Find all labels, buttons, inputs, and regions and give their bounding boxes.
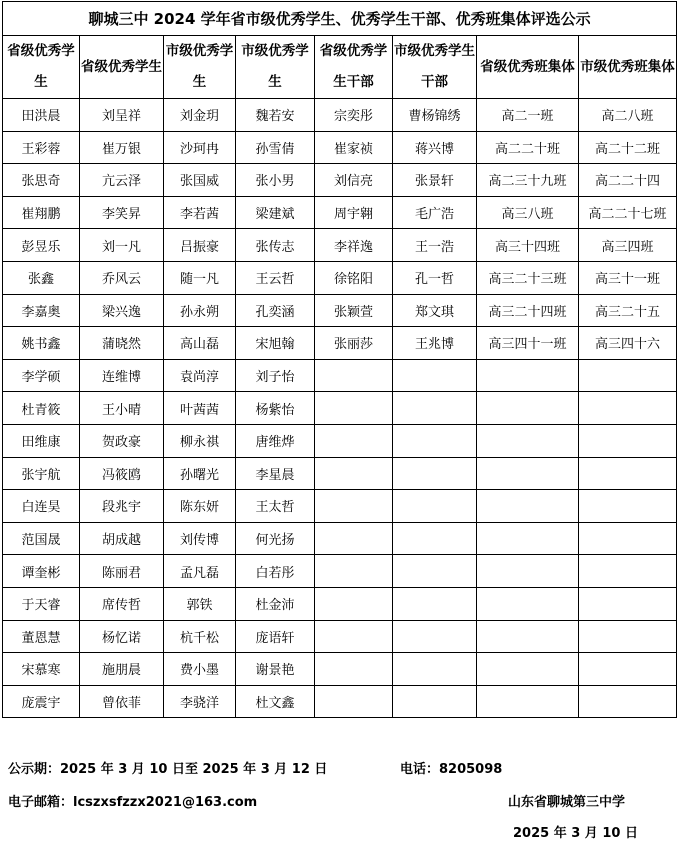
table-cell <box>393 555 477 588</box>
table-row <box>3 392 677 425</box>
table-cell: 冯筱鸥 <box>80 457 164 490</box>
table-cell: 白若彤 <box>236 555 315 588</box>
table-cell: 李骁洋 <box>164 685 236 718</box>
table-cell <box>315 392 393 425</box>
table-cell: 张丽莎 <box>315 327 393 360</box>
table-cell: 刘子怡 <box>236 359 315 392</box>
column-header: 市级优秀学生干部 <box>393 36 477 99</box>
column-header: 省级优秀学生 <box>80 36 164 99</box>
table-cell: 彭昱乐 <box>3 229 80 262</box>
table-cell: 段兆宇 <box>80 490 164 523</box>
table-cell: 陈丽君 <box>80 555 164 588</box>
table-cell <box>315 359 393 392</box>
table-cell: 高三二十四班 <box>477 294 579 327</box>
table-cell: 毛广浩 <box>393 196 477 229</box>
table-row <box>3 294 677 327</box>
table-cell: 宗奕彤 <box>315 99 393 132</box>
column-header: 省级优秀学生干部 <box>315 36 393 99</box>
school-name: 山东省聊城第三中学 <box>508 795 626 810</box>
table-cell: 魏若安 <box>236 99 315 132</box>
table-cell <box>477 359 579 392</box>
table-cell <box>315 522 393 555</box>
table-cell: 唐维烨 <box>236 424 315 457</box>
table-cell: 王一浩 <box>393 229 477 262</box>
table-cell <box>315 555 393 588</box>
table-cell: 高二二十班 <box>477 131 579 164</box>
table-cell: 高三十四班 <box>477 229 579 262</box>
table-cell: 孙雪倩 <box>236 131 315 164</box>
table-cell <box>579 457 677 490</box>
table-cell: 高三八班 <box>477 196 579 229</box>
table-cell: 张景轩 <box>393 164 477 197</box>
table-cell <box>477 424 579 457</box>
table-cell <box>477 457 579 490</box>
table-cell: 胡成越 <box>80 522 164 555</box>
table-row <box>3 457 677 490</box>
table-row <box>3 99 677 132</box>
table-cell: 王云哲 <box>236 261 315 294</box>
table-cell: 郭铁 <box>164 587 236 620</box>
table-cell <box>579 359 677 392</box>
announcement-period: 公示期：2025 年 3 月 10 日至 2025 年 3 月 12 日 <box>8 762 328 777</box>
table-cell: 张颖萱 <box>315 294 393 327</box>
table-cell: 蒲晓然 <box>80 327 164 360</box>
table-cell <box>315 653 393 686</box>
table-cell: 贺政豪 <box>80 424 164 457</box>
column-header: 省级优秀班集体 <box>477 36 579 99</box>
table-cell: 张传志 <box>236 229 315 262</box>
table-cell: 崔万银 <box>80 131 164 164</box>
table-cell: 孙曙光 <box>164 457 236 490</box>
table-cell <box>393 424 477 457</box>
table-row <box>3 587 677 620</box>
table-cell: 宋慕寒 <box>3 653 80 686</box>
table-cell: 田洪晨 <box>3 99 80 132</box>
table-cell: 田维康 <box>3 424 80 457</box>
table-cell: 孔一哲 <box>393 261 477 294</box>
table-cell: 李星晨 <box>236 457 315 490</box>
table-row <box>3 164 677 197</box>
table-cell: 刘传博 <box>164 522 236 555</box>
table-cell: 梁兴逸 <box>80 294 164 327</box>
table-cell: 张思奇 <box>3 164 80 197</box>
table-cell <box>579 555 677 588</box>
page-title: 聊城三中 2024 学年省市级优秀学生、优秀学生干部、优秀班集体评选公示 <box>3 2 677 36</box>
table-cell: 随一凡 <box>164 261 236 294</box>
table-cell: 王兆博 <box>393 327 477 360</box>
table-row <box>3 685 677 718</box>
table-row <box>3 327 677 360</box>
table-cell <box>393 587 477 620</box>
table-cell <box>477 522 579 555</box>
table-cell: 刘信亮 <box>315 164 393 197</box>
table-cell: 高三二十五 <box>579 294 677 327</box>
table-cell: 高三二十三班 <box>477 261 579 294</box>
table-cell <box>477 620 579 653</box>
table-cell: 郑文琪 <box>393 294 477 327</box>
table-cell: 高二三十九班 <box>477 164 579 197</box>
table-cell <box>579 522 677 555</box>
table-cell: 施朋晨 <box>80 653 164 686</box>
table-cell: 庞震宇 <box>3 685 80 718</box>
table-cell: 杭千松 <box>164 620 236 653</box>
table-cell: 曹杨锦绣 <box>393 99 477 132</box>
table-cell: 连维博 <box>80 359 164 392</box>
announcement-table <box>2 1 677 718</box>
table-row <box>3 490 677 523</box>
table-cell <box>477 555 579 588</box>
table-cell: 崔家祯 <box>315 131 393 164</box>
table-cell: 席传哲 <box>80 587 164 620</box>
table-cell <box>579 653 677 686</box>
table-cell <box>393 359 477 392</box>
table-cell: 张国威 <box>164 164 236 197</box>
table-cell: 高三四班 <box>579 229 677 262</box>
table-cell <box>579 685 677 718</box>
table-cell: 叶茜茜 <box>164 392 236 425</box>
table-cell: 何光扬 <box>236 522 315 555</box>
table-cell <box>579 620 677 653</box>
signature-date: 2025 年 3 月 10 日 <box>513 826 638 841</box>
phone-number: 电话：8205098 <box>400 762 503 777</box>
column-header: 省级优秀学生 <box>3 36 80 99</box>
table-cell: 刘金玥 <box>164 99 236 132</box>
table-cell <box>315 587 393 620</box>
table-cell: 沙珂冉 <box>164 131 236 164</box>
table-cell: 乔风云 <box>80 261 164 294</box>
table-cell: 王太哲 <box>236 490 315 523</box>
table-cell <box>579 424 677 457</box>
table-cell: 高二一班 <box>477 99 579 132</box>
table-cell: 刘一凡 <box>80 229 164 262</box>
table-cell: 谭奎彬 <box>3 555 80 588</box>
table-cell: 李祥逸 <box>315 229 393 262</box>
table-cell: 姚书鑫 <box>3 327 80 360</box>
table-cell <box>393 685 477 718</box>
table-cell: 亢云泽 <box>80 164 164 197</box>
table-cell: 张小男 <box>236 164 315 197</box>
table-cell: 李嘉奥 <box>3 294 80 327</box>
table-cell: 高三四十六 <box>579 327 677 360</box>
table-cell: 王小晴 <box>80 392 164 425</box>
table-cell <box>579 392 677 425</box>
table-cell: 张宇航 <box>3 457 80 490</box>
table-cell: 高二八班 <box>579 99 677 132</box>
table-cell: 白连昊 <box>3 490 80 523</box>
table-cell: 高二二十四 <box>579 164 677 197</box>
table-cell <box>393 392 477 425</box>
table-cell <box>393 457 477 490</box>
table-cell: 杨忆诺 <box>80 620 164 653</box>
table-cell: 宋旭翰 <box>236 327 315 360</box>
table-cell: 李学硕 <box>3 359 80 392</box>
table-row <box>3 620 677 653</box>
table-cell <box>477 392 579 425</box>
column-header: 市级优秀学生 <box>236 36 315 99</box>
table-cell: 于天睿 <box>3 587 80 620</box>
table-cell <box>315 490 393 523</box>
table-cell <box>393 653 477 686</box>
table-cell <box>315 620 393 653</box>
table-row <box>3 359 677 392</box>
table-cell: 高二二十七班 <box>579 196 677 229</box>
table-cell: 高三四十一班 <box>477 327 579 360</box>
table-cell: 谢景艳 <box>236 653 315 686</box>
table-cell <box>393 522 477 555</box>
table-cell: 庞语轩 <box>236 620 315 653</box>
table-row <box>3 196 677 229</box>
table-cell <box>477 587 579 620</box>
table-cell: 费小墨 <box>164 653 236 686</box>
table-cell: 柳永祺 <box>164 424 236 457</box>
table-cell: 曾依菲 <box>80 685 164 718</box>
table-cell: 孙永朔 <box>164 294 236 327</box>
table-cell: 高二十二班 <box>579 131 677 164</box>
table-cell: 周宇翱 <box>315 196 393 229</box>
table-row <box>3 229 677 262</box>
table-cell <box>477 490 579 523</box>
table-cell: 杜青筱 <box>3 392 80 425</box>
table-cell: 王彩蓉 <box>3 131 80 164</box>
table-row <box>3 261 677 294</box>
table-cell: 董恩慧 <box>3 620 80 653</box>
table-cell: 李若茜 <box>164 196 236 229</box>
table-cell <box>477 685 579 718</box>
table-cell: 陈东妍 <box>164 490 236 523</box>
table-cell: 范国晟 <box>3 522 80 555</box>
table-cell: 刘呈祥 <box>80 99 164 132</box>
table-cell: 孔奕涵 <box>236 294 315 327</box>
table-cell: 李笑昇 <box>80 196 164 229</box>
table-cell: 杜金沛 <box>236 587 315 620</box>
table-row <box>3 522 677 555</box>
table-cell <box>315 424 393 457</box>
column-header: 市级优秀学生 <box>164 36 236 99</box>
table-cell <box>315 685 393 718</box>
column-header: 市级优秀班集体 <box>579 36 677 99</box>
table-cell: 吕振豪 <box>164 229 236 262</box>
table-cell <box>315 457 393 490</box>
table-cell: 孟凡磊 <box>164 555 236 588</box>
table-row <box>3 555 677 588</box>
table-cell: 崔翔鹏 <box>3 196 80 229</box>
table-cell <box>393 620 477 653</box>
table-cell: 蒋兴博 <box>393 131 477 164</box>
table-cell: 高山磊 <box>164 327 236 360</box>
table-row <box>3 653 677 686</box>
table-cell: 高三十一班 <box>579 261 677 294</box>
table-row <box>3 131 677 164</box>
table-cell: 杜文鑫 <box>236 685 315 718</box>
table-cell: 徐铭阳 <box>315 261 393 294</box>
table-cell <box>477 653 579 686</box>
table-cell <box>393 490 477 523</box>
table-cell: 袁尚淳 <box>164 359 236 392</box>
table-cell <box>579 490 677 523</box>
email-address: 电子邮箱：lcszxsfzzx2021@163.com <box>8 795 258 810</box>
table-cell: 梁建斌 <box>236 196 315 229</box>
table-cell <box>579 587 677 620</box>
table-cell: 张鑫 <box>3 261 80 294</box>
table-cell: 杨紫怡 <box>236 392 315 425</box>
table-row <box>3 424 677 457</box>
